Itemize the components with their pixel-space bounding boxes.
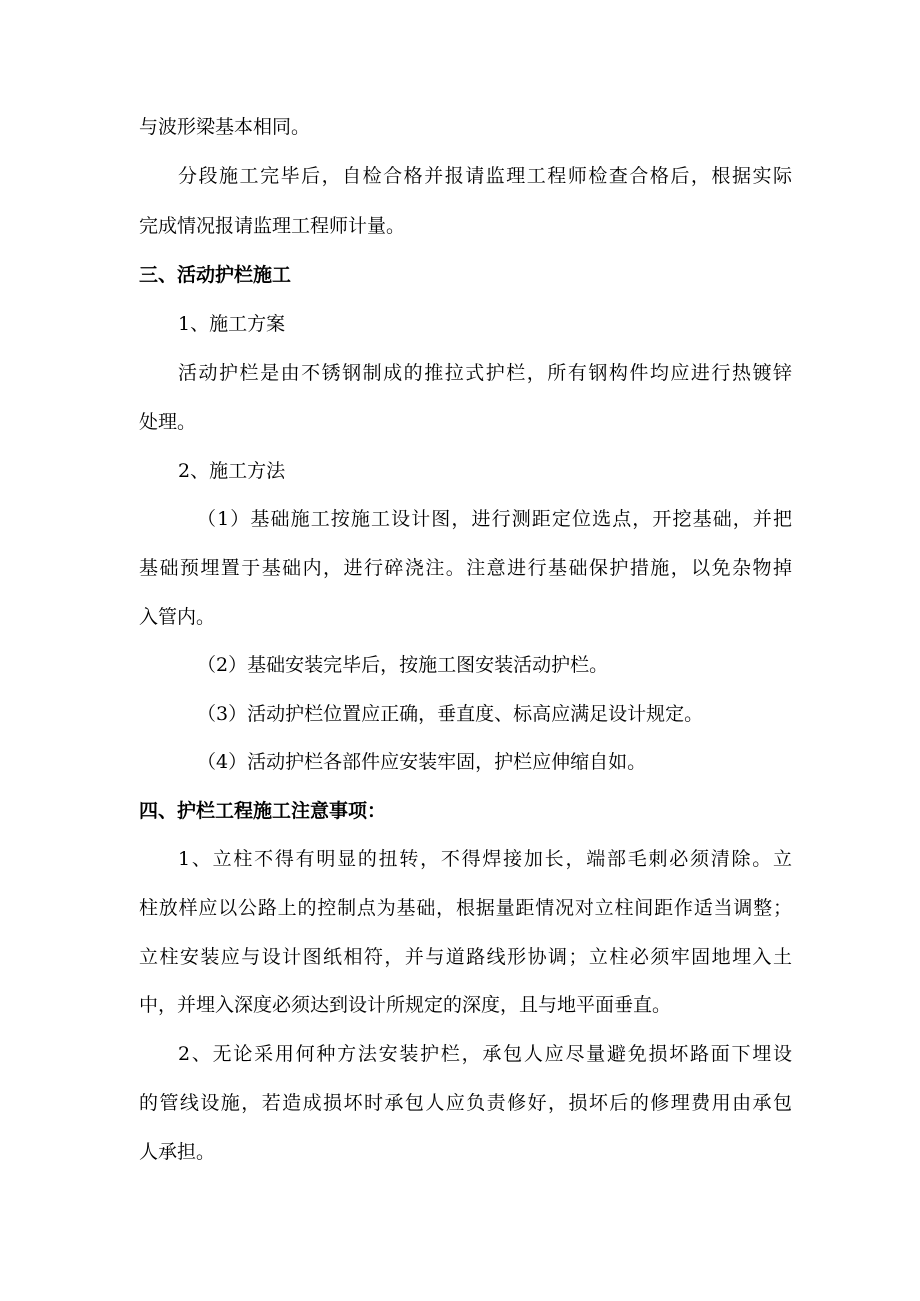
text-line: 柱放样应以公路上的控制点为基础，根据量距情况对立柱间距作适当调整； xyxy=(139,897,792,919)
text-line: 基础预埋置于基础内，进行碎浇注。注意进行基础保护措施，以免杂物掉 xyxy=(139,557,792,579)
text-line: 人承担。 xyxy=(139,1141,216,1163)
text-line: 分段施工完毕后，自检合格并报请监理工程师检查合格后，根据实际 xyxy=(178,165,792,187)
list-item: （4）活动护栏各部件应安装牢固，护栏应伸缩自如。 xyxy=(197,751,647,773)
text-line: 的管线设施，若造成损坏时承包人应负责修好，损坏后的修理费用由承包 xyxy=(139,1092,792,1114)
text-line: 与波形梁基本相同。 xyxy=(139,116,311,138)
section-heading-3: 三、活动护栏施工 xyxy=(139,264,292,286)
text-line: 入管内。 xyxy=(139,606,216,628)
text-line: 活动护栏是由不锈钢制成的推拉式护栏，所有钢构件均应进行热镀锌 xyxy=(178,362,792,384)
text-line: 完成情况报请监理工程师计量。 xyxy=(139,215,406,237)
list-item: （2）基础安装完毕后，按施工图安装活动护栏。 xyxy=(197,654,609,676)
list-item: （3）活动护栏位置应正确，垂直度、标高应满足设计规定。 xyxy=(197,703,704,725)
text-line: 处理。 xyxy=(139,411,197,433)
subsection-title: 2、施工方法 xyxy=(178,460,286,482)
subsection-title: 1、施工方案 xyxy=(178,313,286,335)
text-line: 1、立柱不得有明显的扭转，不得焊接加长，端部毛刺必须清除。立 xyxy=(178,848,792,870)
text-line: 立柱安装应与设计图纸相符，并与道路线形协调；立柱必须牢固地埋入土 xyxy=(139,946,792,968)
text-line: 2、无论采用何种方法安装护栏，承包人应尽量避免损坏路面下埋设 xyxy=(178,1043,792,1065)
section-heading-4: 四、护栏工程施工注意事项： xyxy=(139,800,387,822)
text-line: 中，并埋入深度必须达到设计所规定的深度，且与地平面垂直。 xyxy=(139,994,672,1016)
text-line: （1）基础施工按施工设计图，进行测距定位选点，开挖基础，并把 xyxy=(197,508,792,530)
